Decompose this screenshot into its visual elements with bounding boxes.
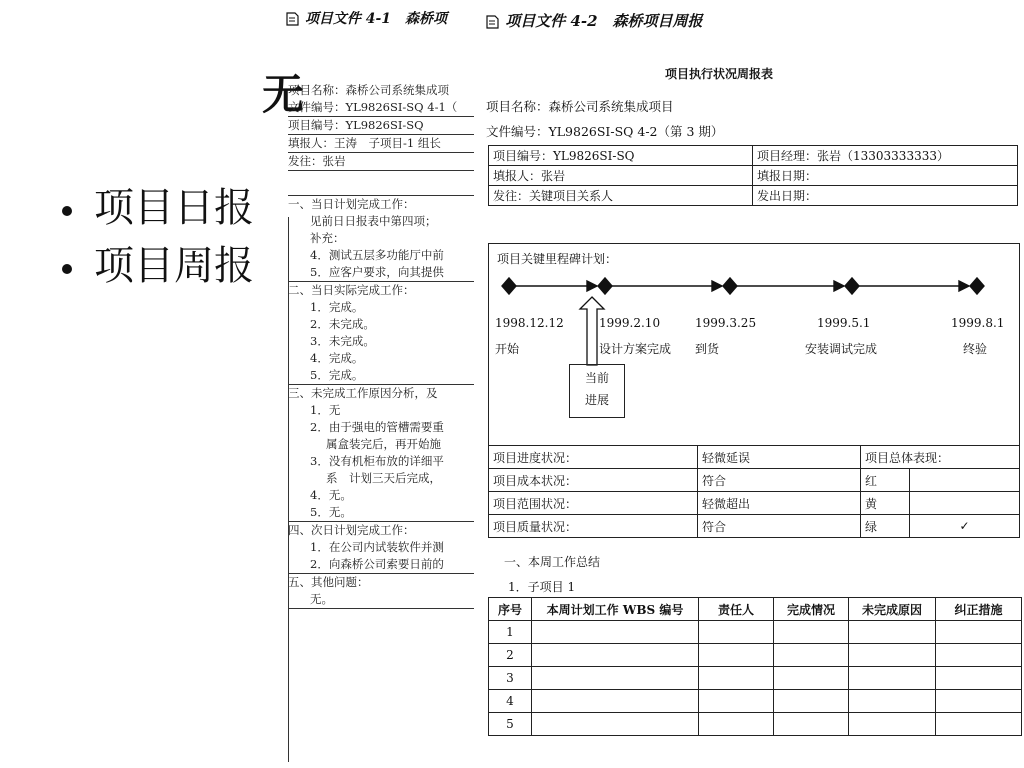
bullet-dot-icon bbox=[62, 206, 72, 216]
cell bbox=[849, 667, 936, 690]
section-heading: 一、本周工作总结 bbox=[504, 555, 601, 569]
doc1-line: 二、当日实际完成工作： bbox=[288, 283, 415, 297]
cell bbox=[774, 621, 849, 644]
doc1-line: 2．由于强电的管槽需要重 bbox=[310, 420, 444, 434]
status-label: 项目范围状况： bbox=[489, 492, 698, 515]
cell bbox=[936, 690, 1022, 713]
status-label: 项目质量状况： bbox=[489, 515, 698, 538]
cell bbox=[699, 621, 774, 644]
callout-line-2: 进展 bbox=[584, 393, 609, 407]
doc1-line: 1．无 bbox=[310, 403, 341, 417]
cell bbox=[936, 713, 1022, 736]
col-header: 完成情况 bbox=[774, 598, 849, 621]
document-icon bbox=[284, 11, 300, 27]
cell bbox=[849, 644, 936, 667]
bullet-item-daily bbox=[62, 180, 254, 238]
table-row bbox=[489, 713, 1022, 736]
cell bbox=[532, 667, 699, 690]
doc1-line: 5．完成。 bbox=[288, 367, 474, 385]
document-icon bbox=[484, 14, 500, 30]
doc1-line: 2．未完成。 bbox=[310, 317, 375, 331]
doc1-line: 3．未完成。 bbox=[310, 334, 375, 348]
weekly-work-table bbox=[488, 597, 1022, 736]
status-value: 符合 bbox=[698, 469, 861, 492]
doc1-line: 三、未完成工作原因分析，及 bbox=[288, 386, 438, 400]
status-value: 轻微超出 bbox=[698, 492, 861, 515]
bullet-dot-icon bbox=[62, 264, 72, 274]
doc1-line: 1．完成。 bbox=[310, 300, 364, 314]
cell bbox=[774, 713, 849, 736]
overall-yellow: 黄 bbox=[861, 492, 910, 515]
milestone-name: 开始 bbox=[495, 342, 520, 356]
row-number: 4 bbox=[489, 690, 532, 713]
status-value: 符合 bbox=[698, 515, 861, 538]
doc1-line: 系 计划三天后完成， bbox=[326, 471, 441, 485]
send-date-cell: 发出日期： bbox=[753, 186, 1018, 206]
daily-report-document bbox=[288, 82, 474, 762]
cell bbox=[774, 644, 849, 667]
doc1-line: 4．完成。 bbox=[310, 351, 364, 365]
overall-label: 项目总体表现： bbox=[861, 446, 1020, 469]
table-row bbox=[489, 621, 1022, 644]
milestone-diamond-icon bbox=[723, 278, 737, 294]
cell bbox=[849, 713, 936, 736]
cell bbox=[532, 690, 699, 713]
col-header: 序号 bbox=[489, 598, 532, 621]
doc1-line: 一、当日计划完成工作： bbox=[288, 195, 474, 213]
table-row bbox=[489, 667, 1022, 690]
status-label: 项目进度状况： bbox=[489, 446, 698, 469]
table-row bbox=[489, 690, 1022, 713]
subsection-heading: 1．子项目 1 bbox=[508, 580, 576, 594]
cell bbox=[699, 713, 774, 736]
doc1-gap bbox=[288, 171, 474, 195]
doc1-line: 属盒装完后，再开始施 bbox=[326, 437, 441, 451]
reporter-cell: 填报人：张岩 bbox=[489, 166, 753, 186]
cell bbox=[774, 690, 849, 713]
table-row bbox=[489, 644, 1022, 667]
milestone-diamond-icon bbox=[502, 278, 516, 294]
cell bbox=[849, 690, 936, 713]
project-status-table bbox=[488, 445, 1020, 538]
cell bbox=[699, 690, 774, 713]
row-number: 3 bbox=[489, 667, 532, 690]
doc1-line: 项目名称：森桥公司系统集成项 bbox=[288, 83, 449, 97]
callout-line-1: 当前 bbox=[584, 371, 609, 385]
doc1-header bbox=[284, 8, 474, 28]
cell bbox=[936, 667, 1022, 690]
bullet-item-weekly bbox=[62, 238, 254, 296]
doc1-line: 发往：张岩 bbox=[288, 153, 474, 171]
row-number: 2 bbox=[489, 644, 532, 667]
project-info-table bbox=[488, 145, 1018, 206]
doc1-line: 无。 bbox=[288, 591, 474, 609]
current-progress-callout bbox=[569, 364, 625, 418]
report-date-cell: 填报日期： bbox=[753, 166, 1018, 186]
bullet-label: 项目周报 bbox=[94, 243, 254, 289]
bullet-list bbox=[62, 180, 254, 296]
milestone-date: 1999.8.1 bbox=[951, 316, 1005, 330]
doc1-line: 五、其他问题： bbox=[288, 575, 369, 589]
status-value: 轻微延误 bbox=[698, 446, 861, 469]
doc2-header-text: 项目文件 4-2 森桥项目周报 bbox=[505, 12, 703, 30]
col-header: 纠正措施 bbox=[936, 598, 1022, 621]
cell bbox=[532, 621, 699, 644]
doc1-line: 补充： bbox=[310, 231, 345, 245]
doc1-header-text: 项目文件 4-1 森桥项 bbox=[304, 11, 448, 27]
milestone-diamond-icon bbox=[845, 278, 859, 294]
col-header: 未完成原因 bbox=[849, 598, 936, 621]
row-number: 5 bbox=[489, 713, 532, 736]
doc2-header bbox=[484, 10, 703, 31]
cell bbox=[699, 644, 774, 667]
cell bbox=[532, 713, 699, 736]
cell bbox=[936, 644, 1022, 667]
milestone-date: 1999.5.1 bbox=[817, 316, 871, 330]
overall-red-mark bbox=[910, 469, 1020, 492]
row-number: 1 bbox=[489, 621, 532, 644]
doc1-line: 填报人：王涛 子项目-1 组长 bbox=[288, 135, 474, 153]
doc1-line: 见前日日报表中第四项； bbox=[310, 214, 437, 228]
slide-title-fragment: 无 bbox=[262, 70, 305, 119]
milestone-diamond-icon bbox=[970, 278, 984, 294]
milestone-label: 项目关键里程碑计划： bbox=[497, 252, 618, 266]
cell bbox=[699, 667, 774, 690]
col-header: 责任人 bbox=[699, 598, 774, 621]
file-number: 文件编号：YL9826SI-SQ 4-2（第 3 期） bbox=[486, 124, 724, 139]
milestone-plan bbox=[488, 243, 1020, 446]
report-title: 项目执行状况周报表 bbox=[664, 67, 773, 81]
current-progress-arrow-icon bbox=[577, 296, 607, 366]
milestone-date: 1999.2.10 bbox=[599, 316, 661, 330]
milestone-date: 1999.3.25 bbox=[695, 316, 757, 330]
weekly-report-document bbox=[474, 0, 1024, 768]
cell bbox=[936, 621, 1022, 644]
doc1-line: 4．无。 bbox=[310, 488, 352, 502]
cell bbox=[774, 667, 849, 690]
doc1-line: 四、次日计划完成工作： bbox=[288, 523, 415, 537]
check-icon: ✓ bbox=[910, 515, 1020, 538]
project-no-cell: 项目编号：YL9826SI-SQ bbox=[489, 146, 753, 166]
doc1-line: 文件编号：YL9826SI-SQ 4-1（ bbox=[288, 99, 474, 117]
milestone-date: 1998.12.12 bbox=[495, 316, 564, 330]
doc1-line: 2．向森桥公司索要日前的 bbox=[288, 556, 474, 574]
doc1-line: 5．应客户要求，向其提供 bbox=[288, 264, 474, 282]
col-header: 本周计划工作 WBS 编号 bbox=[532, 598, 699, 621]
milestone-name: 到货 bbox=[695, 342, 720, 356]
cell bbox=[849, 621, 936, 644]
doc1-line: 4．测试五层多功能厅中前 bbox=[310, 248, 444, 262]
manager-cell: 项目经理：张岩（13303333333） bbox=[753, 146, 1018, 166]
status-label: 项目成本状况： bbox=[489, 469, 698, 492]
milestone-name: 设计方案完成 bbox=[599, 342, 672, 356]
cell bbox=[532, 644, 699, 667]
bullet-label: 项目日报 bbox=[94, 185, 254, 231]
overall-green: 绿 bbox=[861, 515, 910, 538]
milestone-name: 安装调试完成 bbox=[805, 342, 878, 356]
milestone-diamond-icon bbox=[598, 278, 612, 294]
overall-red: 红 bbox=[861, 469, 910, 492]
milestone-timeline bbox=[489, 274, 1019, 314]
doc1-line: 5．无。 bbox=[288, 504, 474, 522]
project-name: 项目名称：森桥公司系统集成项目 bbox=[486, 99, 674, 114]
send-to-cell: 发往：关键项目关系人 bbox=[489, 186, 753, 206]
milestone-name: 终验 bbox=[963, 342, 988, 356]
doc1-line: 3．没有机柜布放的详细平 bbox=[310, 454, 444, 468]
doc1-line: 项目编号：YL9826SI-SQ bbox=[288, 117, 474, 135]
doc1-line: 1．在公司内试装软件并测 bbox=[310, 540, 444, 554]
overall-yellow-mark bbox=[910, 492, 1020, 515]
